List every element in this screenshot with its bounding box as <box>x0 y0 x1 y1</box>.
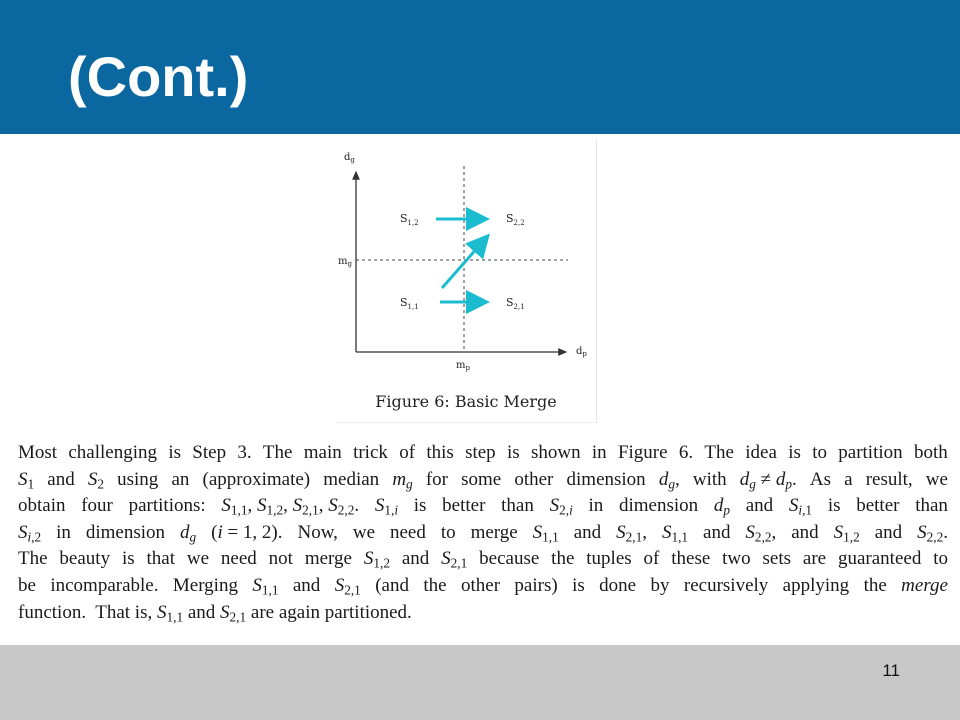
y-axis-label: $d_g$ <box>344 152 355 164</box>
partition-label-s12: $S_{1,2}$ <box>400 212 419 227</box>
paragraph-line: obtain four partitions: $S_{1,1}$, $S_{1,2}$, $S_{2,1}$, $S_{2,2}$. $S_{1,i}$ is better than $S_{2,i}$ in dimension $d_p$ and $S_{i,1}$ is better than <box>18 495 948 518</box>
partition-label-s22: $S_{2,2}$ <box>506 212 525 227</box>
merge-diagram <box>336 140 596 422</box>
x-axis-label: $d_p$ <box>576 346 587 358</box>
figure-caption: Figure 6: Basic Merge <box>375 392 557 411</box>
y-median-label: $m_g$ <box>338 256 352 268</box>
paragraph-line: The beauty is that we need not merge $S_{1,2}$ and $S_{2,1}$ because the tuples of these two sets are guaranteed to <box>18 548 948 571</box>
paragraph-line: function. That is, $S_{1,1}$ and $S_{2,1}$ are again partitioned. <box>18 601 412 624</box>
paragraph-line: Most challenging is Step 3. The main trick of this step is shown in Figure 6. The idea is to partition both <box>18 442 948 463</box>
page-number: 11 <box>882 661 900 680</box>
paragraph-line: $S_{i,2}$ in dimension $d_g$ (i = 1, 2). Now, we need to merge $S_{1,1}$ and $S_{2,1}$, $S_{1,1}$ and $S_{2,2}$, and $S_{1,2}$ and $S_{2,2}$. <box>18 521 948 545</box>
body-paragraph <box>18 440 948 626</box>
partition-label-s21: $S_{2,1}$ <box>506 296 525 311</box>
x-median-label: $m_p$ <box>456 360 470 372</box>
slide-title: (Cont.) <box>68 45 249 108</box>
title-bar <box>0 0 960 134</box>
partition-label-s11: $S_{1,1}$ <box>400 296 419 311</box>
paragraph-line: $S_1$ and $S_2$ using an (approximate) median $m_g$ for some other dimension $d_g$, with $d_g \ne d_p$. As a result, we <box>18 468 948 491</box>
paragraph-line: be incomparable. Merging $S_{1,1}$ and $S_{2,1}$ (and the other pairs) is done by recursively applying the merge <box>18 574 948 598</box>
basic-merge-figure <box>336 140 597 423</box>
footer-bar <box>0 645 960 720</box>
